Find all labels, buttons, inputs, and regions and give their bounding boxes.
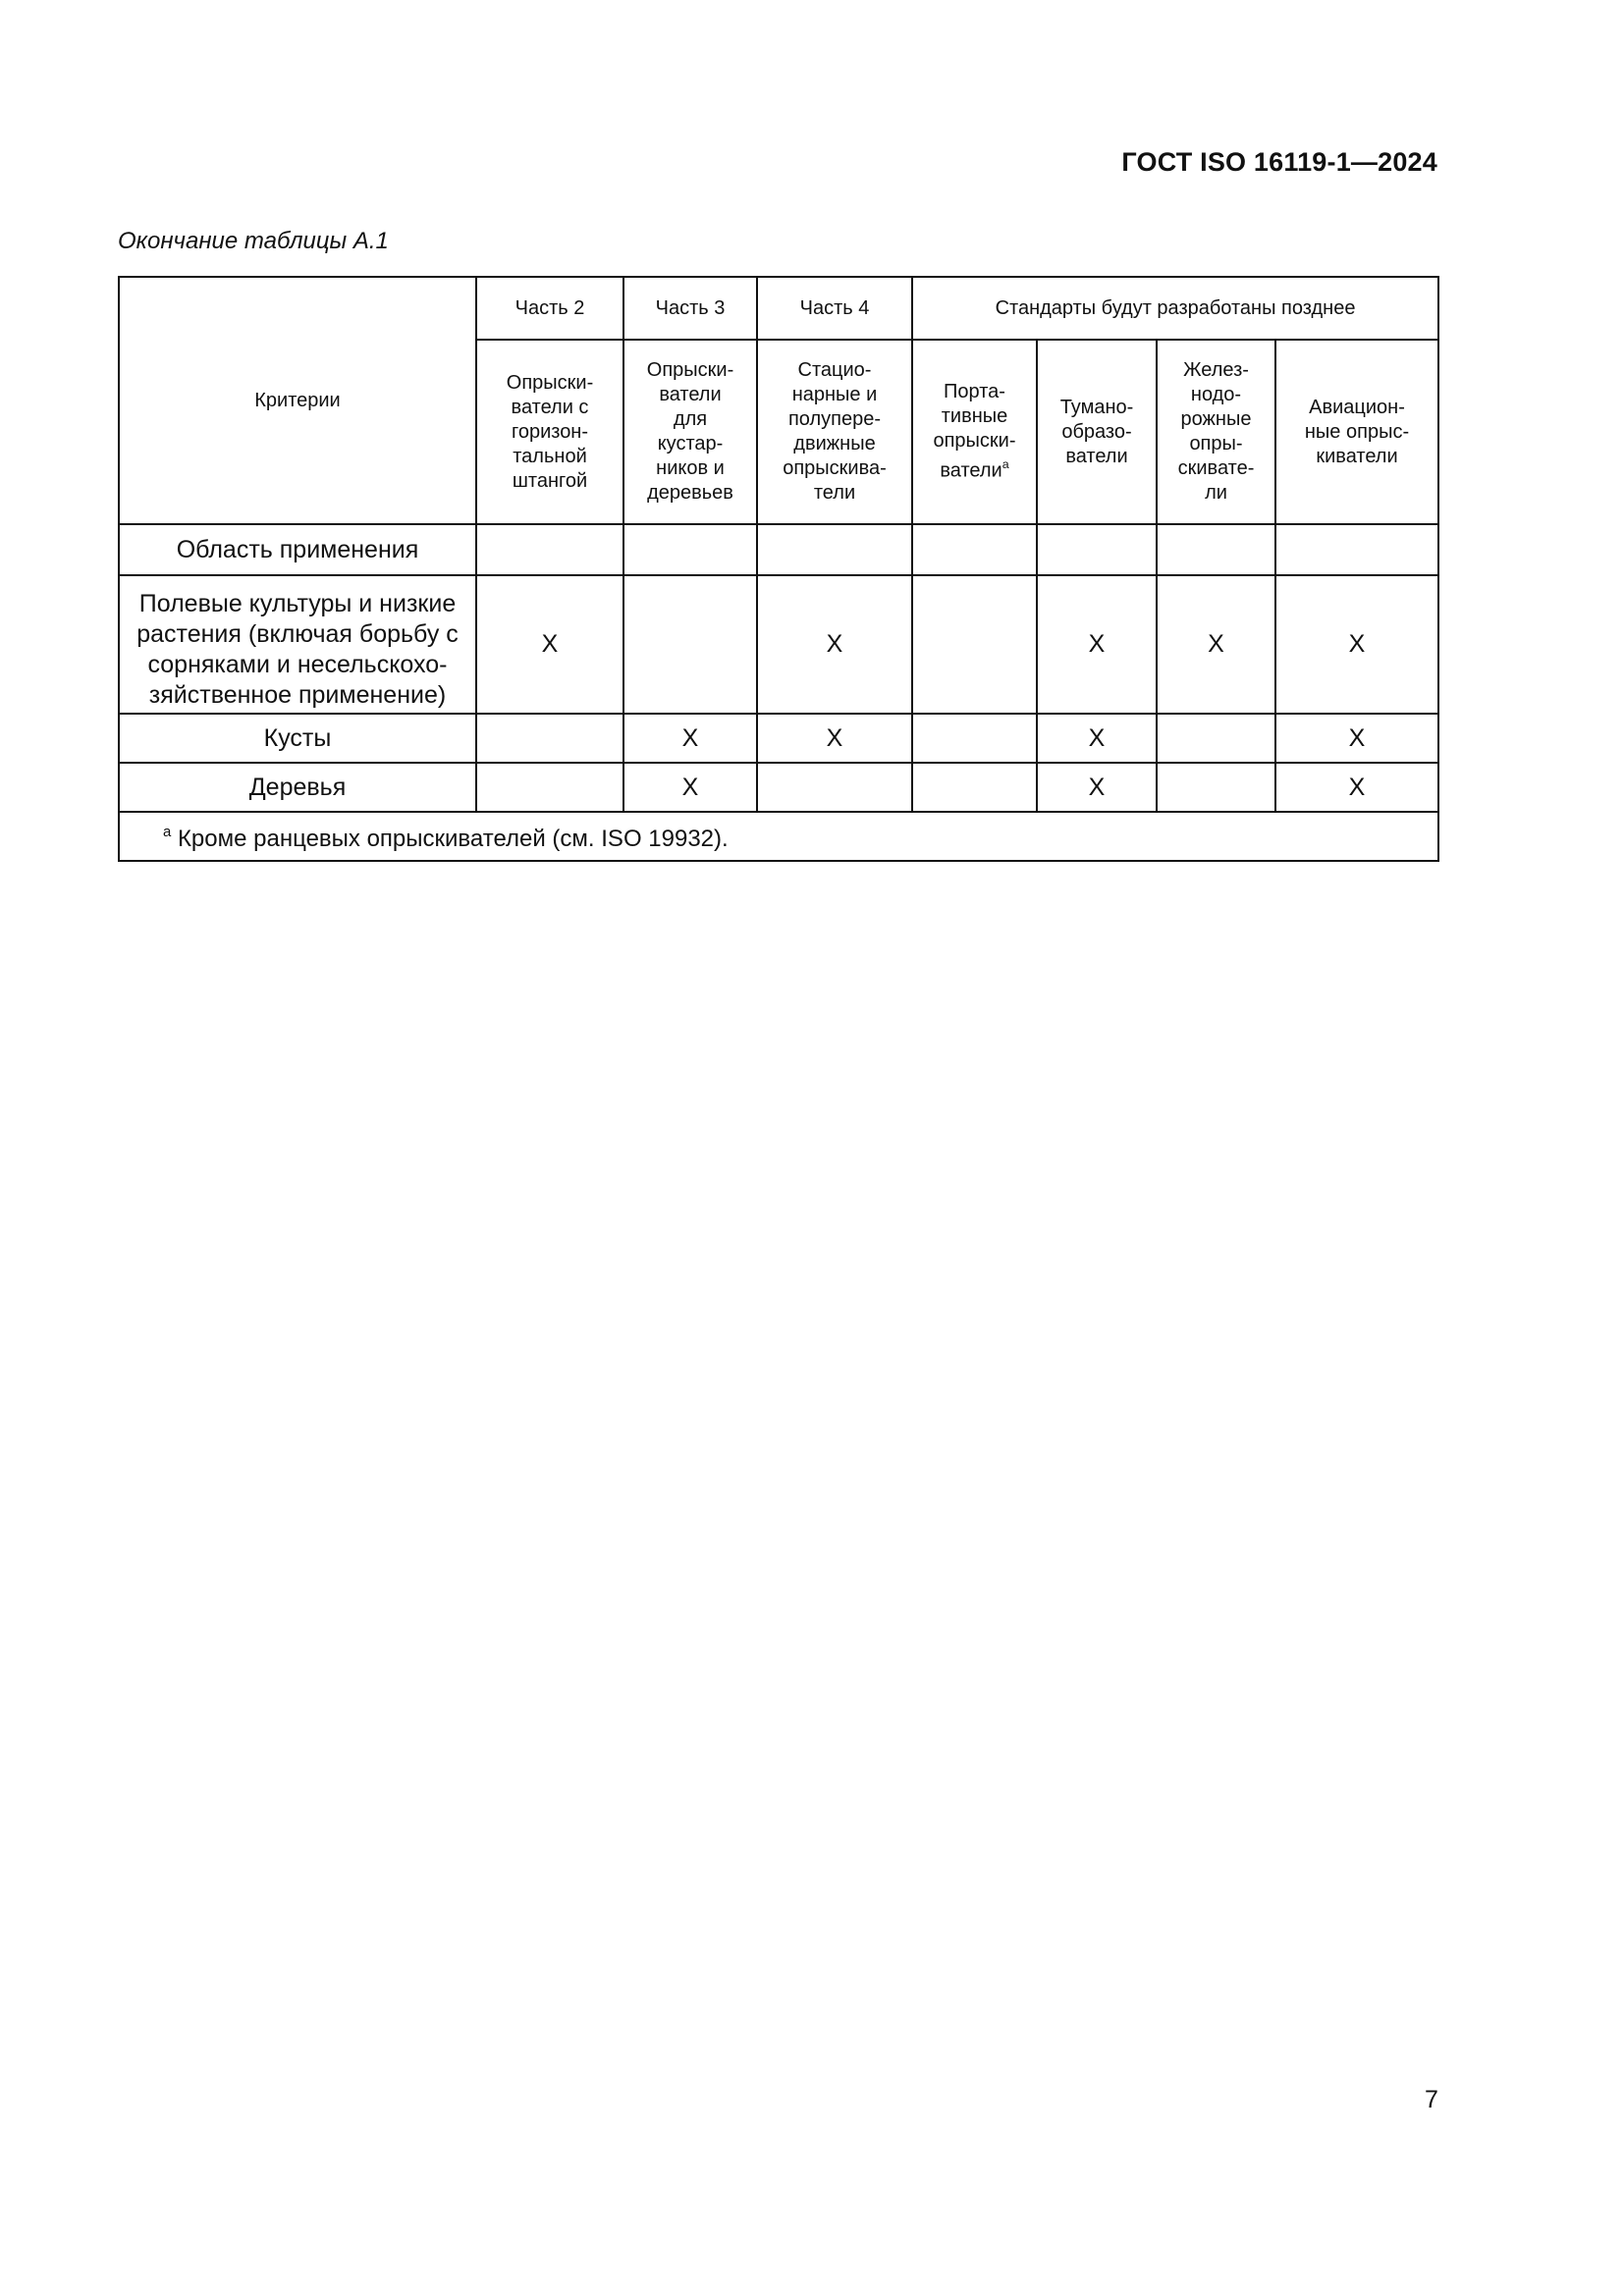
applicability-cell (1157, 524, 1275, 575)
applicability-cell: X (1275, 763, 1438, 812)
applicability-cell (623, 524, 757, 575)
sprayer-type-header: Опрыски- ватели с горизон- тальной штангой (476, 340, 623, 524)
applicability-cell: X (623, 714, 757, 763)
table-row (119, 714, 1438, 763)
applicability-cell (757, 524, 912, 575)
applicability-cell: X (1037, 575, 1157, 714)
table-footnote (119, 812, 1438, 861)
table-row (119, 763, 1438, 812)
part-header: Часть 3 (623, 277, 757, 340)
sprayer-type-header: Опрыски- ватели для кустар- ников и деревьев (623, 340, 757, 524)
applicability-cell: X (757, 575, 912, 714)
sprayer-type-header: Стацио- нарные и полупере- движные опрыскива- тели (757, 340, 912, 524)
applicability-cell (1037, 524, 1157, 575)
applicability-cell (1157, 714, 1275, 763)
page-number: 7 (1425, 2086, 1438, 2113)
applicability-cell (476, 524, 623, 575)
applicability-cell: X (1037, 763, 1157, 812)
document-id: ГОСТ ISO 16119-1—2024 (1121, 147, 1437, 177)
part-header: Часть 2 (476, 277, 623, 340)
criteria-table (118, 276, 1439, 862)
applicability-cell (476, 714, 623, 763)
table-row (119, 524, 1438, 575)
sprayer-type-header: Порта- тивные опрыски- ватели$^а$ (912, 340, 1037, 524)
footnote-text: Кроме ранцевых опрыскивателей (см. ISO 19932). (177, 826, 729, 852)
criterion-label: Кусты (119, 714, 476, 763)
applicability-cell (623, 575, 757, 714)
applicability-cell (757, 763, 912, 812)
applicability-cell (912, 714, 1037, 763)
header-row-parts (119, 277, 1438, 340)
footnote-marker: а (1001, 457, 1009, 472)
applicability-cell (476, 763, 623, 812)
table-caption: Окончание таблицы А.1 (118, 228, 389, 254)
applicability-cell (1275, 524, 1438, 575)
applicability-cell (912, 524, 1037, 575)
criterion-label: Деревья (119, 763, 476, 812)
criteria-header: Критерии (119, 277, 476, 524)
sprayer-type-header: Авиацион- ные опрыс- киватели (1275, 340, 1438, 524)
applicability-cell (1157, 763, 1275, 812)
applicability-cell: X (1157, 575, 1275, 714)
table-row (119, 575, 1438, 714)
applicability-cell: X (623, 763, 757, 812)
part-header: Часть 4 (757, 277, 912, 340)
applicability-cell (912, 575, 1037, 714)
applicability-cell: X (1037, 714, 1157, 763)
applicability-cell (912, 763, 1037, 812)
footnote-marker: а (163, 825, 172, 840)
criterion-label: Область применения (119, 524, 476, 575)
applicability-cell: X (1275, 575, 1438, 714)
applicability-cell: X (757, 714, 912, 763)
applicability-cell: X (476, 575, 623, 714)
footnote-row (119, 812, 1438, 861)
sprayer-type-header: Тумано- образо- ватели (1037, 340, 1157, 524)
sprayer-type-header: Желез- нодо- рожные опры- скивате- ли (1157, 340, 1275, 524)
criterion-label: Полевые культуры и низкие растения (включая борьбу с сорняками и несельскохо-зяйственное применение) (119, 575, 476, 714)
future-standards-header: Стандарты будут разработаны позднее (912, 277, 1438, 340)
applicability-cell: X (1275, 714, 1438, 763)
